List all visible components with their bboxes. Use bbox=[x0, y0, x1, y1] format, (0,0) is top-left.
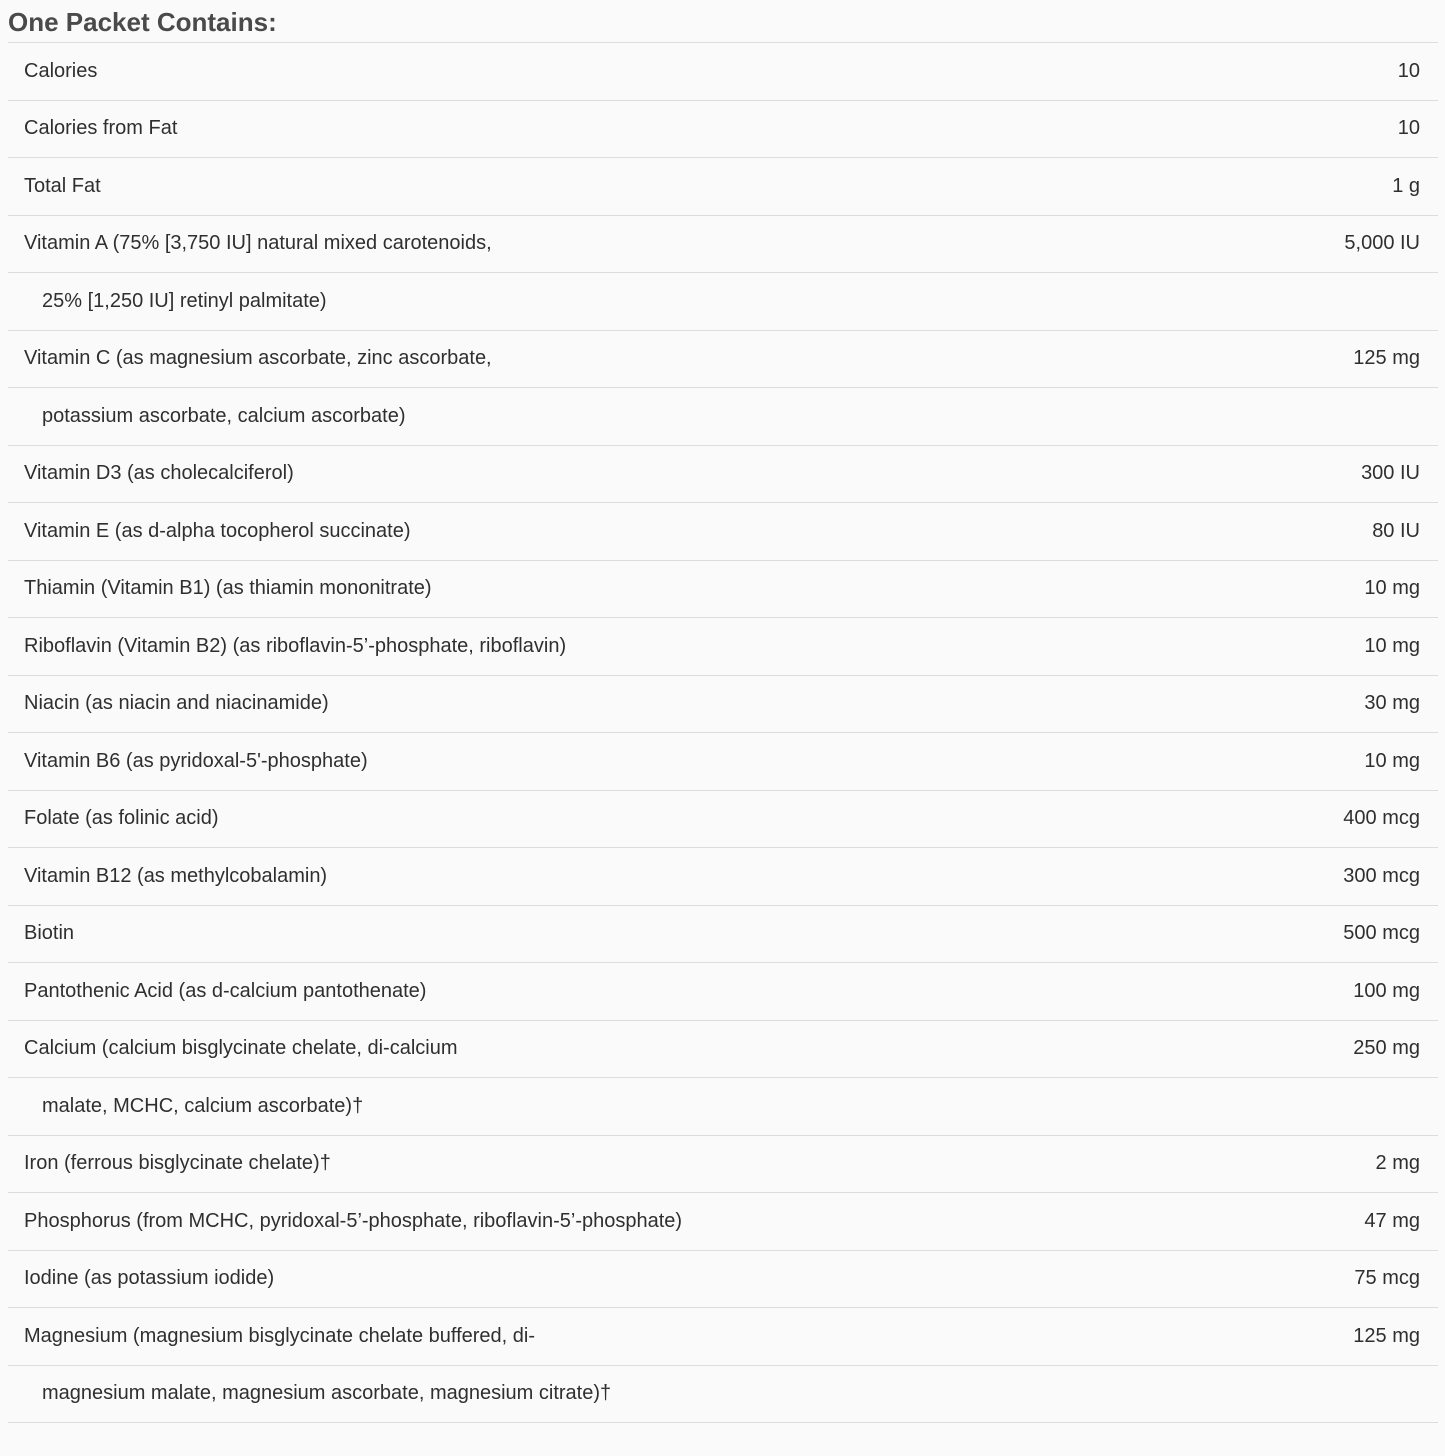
row-label: Vitamin E (as d-alpha tocopherol succinate) bbox=[24, 519, 411, 542]
row-value: 125 mg bbox=[1353, 347, 1420, 370]
table-row bbox=[8, 791, 1438, 849]
table-row bbox=[8, 1021, 1438, 1079]
row-value: 5,000 IU bbox=[1344, 232, 1420, 255]
table-row-continuation bbox=[8, 1366, 1438, 1424]
row-value: 300 mcg bbox=[1343, 864, 1420, 887]
row-value: 10 bbox=[1397, 117, 1420, 140]
row-value: 10 mg bbox=[1364, 634, 1420, 657]
row-label: Folate (as folinic acid) bbox=[24, 807, 219, 830]
row-label: Calories from Fat bbox=[24, 117, 178, 140]
table-row bbox=[8, 1308, 1438, 1366]
row-label: Calcium (calcium bisglycinate chelate, di-calcium bbox=[24, 1037, 458, 1060]
row-value: 10 mg bbox=[1364, 749, 1420, 772]
table-row bbox=[8, 446, 1438, 504]
row-value: 300 IU bbox=[1361, 462, 1420, 485]
row-value: 500 mcg bbox=[1343, 922, 1420, 945]
row-value: 2 mg bbox=[1375, 1152, 1420, 1175]
table-row-continuation bbox=[8, 388, 1438, 446]
row-label: Vitamin B12 (as methylcobalamin) bbox=[24, 864, 328, 887]
table-row bbox=[8, 963, 1438, 1021]
row-label: Thiamin (Vitamin B1) (as thiamin mononitrate) bbox=[24, 577, 432, 600]
row-value: 10 mg bbox=[1364, 577, 1420, 600]
row-label: Vitamin A (75% [3,750 IU] natural mixed carotenoids, bbox=[24, 232, 492, 255]
row-value: 100 mg bbox=[1353, 979, 1420, 1002]
row-label: Magnesium (magnesium bisglycinate chelate buffered, di- bbox=[24, 1324, 536, 1347]
row-label: Iron (ferrous bisglycinate chelate)† bbox=[24, 1152, 331, 1175]
nutrition-table bbox=[8, 42, 1438, 1423]
table-row bbox=[8, 906, 1438, 964]
table-row bbox=[8, 43, 1438, 101]
table-row bbox=[8, 618, 1438, 676]
row-label: Pantothenic Acid (as d-calcium pantothenate) bbox=[24, 979, 427, 1002]
row-value: 47 mg bbox=[1364, 1209, 1420, 1232]
row-label: Iodine (as potassium iodide) bbox=[24, 1267, 275, 1290]
row-value: 80 IU bbox=[1372, 519, 1420, 542]
row-label: potassium ascorbate, calcium ascorbate) bbox=[42, 404, 406, 427]
row-value: 75 mcg bbox=[1354, 1267, 1420, 1290]
row-label: Riboflavin (Vitamin B2) (as riboflavin-5’-phosphate, riboflavin) bbox=[24, 634, 567, 657]
row-value: 400 mcg bbox=[1343, 807, 1420, 830]
table-row bbox=[8, 216, 1438, 274]
table-row bbox=[8, 503, 1438, 561]
row-value: 125 mg bbox=[1353, 1324, 1420, 1347]
row-label: Niacin (as niacin and niacinamide) bbox=[24, 692, 329, 715]
row-label: Vitamin C (as magnesium ascorbate, zinc ascorbate, bbox=[24, 347, 492, 370]
row-label: Vitamin B6 (as pyridoxal-5'-phosphate) bbox=[24, 749, 368, 772]
page-title: One Packet Contains: bbox=[8, 7, 277, 37]
table-row bbox=[8, 1251, 1438, 1309]
table-row bbox=[8, 1193, 1438, 1251]
table-row bbox=[8, 1136, 1438, 1194]
row-label: malate, MCHC, calcium ascorbate)† bbox=[42, 1094, 364, 1117]
row-label: Phosphorus (from MCHC, pyridoxal-5’-phosphate, riboflavin-5’-phosphate) bbox=[24, 1209, 683, 1232]
row-label: Biotin bbox=[24, 922, 75, 945]
row-value: 10 bbox=[1397, 59, 1420, 82]
row-label: Vitamin D3 (as cholecalciferol) bbox=[24, 462, 294, 485]
row-label: magnesium malate, magnesium ascorbate, magnesium citrate)† bbox=[42, 1382, 612, 1405]
table-row bbox=[8, 158, 1438, 216]
table-row bbox=[8, 331, 1438, 389]
row-label: 25% [1,250 IU] retinyl palmitate) bbox=[42, 289, 327, 312]
row-value: 1 g bbox=[1392, 174, 1420, 197]
table-row bbox=[8, 848, 1438, 906]
table-row bbox=[8, 676, 1438, 734]
table-row-continuation bbox=[8, 1078, 1438, 1136]
table-row bbox=[8, 561, 1438, 619]
row-label: Calories bbox=[24, 59, 98, 82]
row-value: 30 mg bbox=[1364, 692, 1420, 715]
table-row bbox=[8, 733, 1438, 791]
row-value: 250 mg bbox=[1353, 1037, 1420, 1060]
table-row-continuation bbox=[8, 273, 1438, 331]
row-label: Total Fat bbox=[24, 174, 101, 197]
table-row bbox=[8, 101, 1438, 159]
